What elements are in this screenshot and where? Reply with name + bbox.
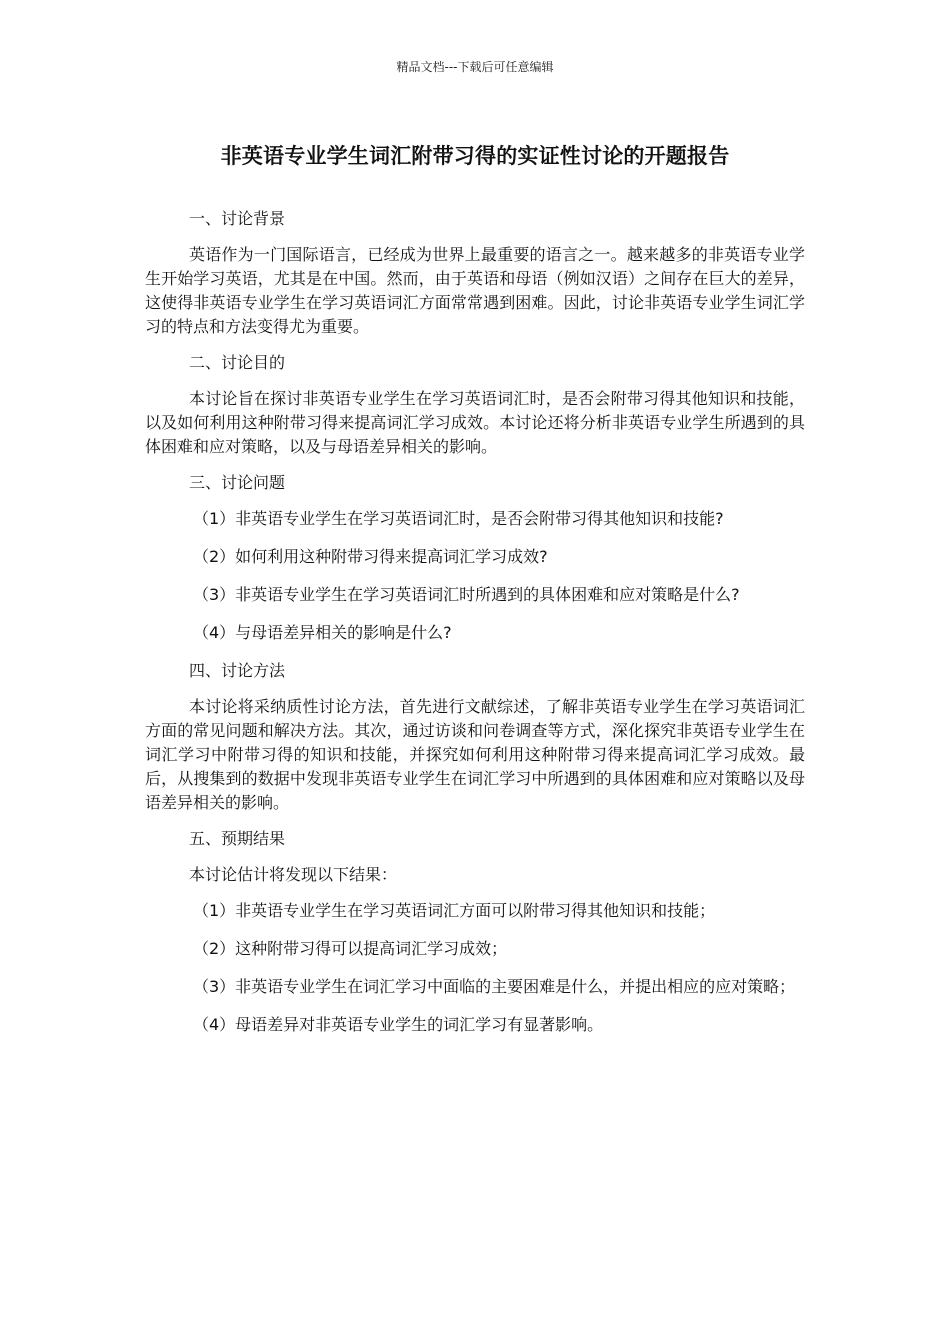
result-item: （2）这种附带习得可以提高词汇学习成效； bbox=[193, 939, 508, 958]
document-title: 非英语专业学生词汇附带习得的实证性讨论的开题报告 bbox=[220, 144, 730, 168]
section-paragraph-background: 英语作为一门国际语言，已经成为世界上最重要的语言之一。越来越多的非英语专业学生开始学习英语，尤其是在中国。然而，由于英语和母语（例如汉语）之间存在巨大的差异，这使得非英语专业学生在学习英语词汇方面常常遇到困难。因此，讨论非英语专业学生词汇学习的特点和方法变得尤为重要。 bbox=[145, 245, 805, 336]
section-heading-background: 一、讨论背景 bbox=[189, 209, 286, 228]
section-heading-results: 五、预期结果 bbox=[189, 829, 286, 848]
page-header: 精品文档---下载后可任意编辑 bbox=[396, 60, 554, 74]
question-item: （2）如何利用这种附带习得来提高词汇学习成效? bbox=[193, 547, 548, 566]
result-item: （3）非英语专业学生在词汇学习中面临的主要困难是什么，并提出相应的应对策略； bbox=[193, 977, 796, 996]
section-heading-questions: 三、讨论问题 bbox=[189, 473, 286, 492]
section-heading-purpose: 二、讨论目的 bbox=[189, 353, 286, 372]
result-item: （1）非英语专业学生在学习英语词汇方面可以附带习得其他知识和技能； bbox=[193, 901, 716, 920]
document-body bbox=[145, 207, 805, 1051]
question-item: （3）非英语专业学生在学习英语词汇时所遇到的具体困难和应对策略是什么? bbox=[193, 585, 740, 604]
results-intro: 本讨论估计将发现以下结果： bbox=[189, 865, 398, 884]
question-item: （4）与母语差异相关的影响是什么? bbox=[193, 623, 452, 642]
question-item: （1）非英语专业学生在学习英语词汇时，是否会附带习得其他知识和技能? bbox=[193, 509, 724, 528]
section-paragraph-method: 本讨论将采纳质性讨论方法，首先进行文献综述，了解非英语专业学生在学习英语词汇方面的常见问题和解决方法。其次，通过访谈和问卷调查等方式，深化探究非英语专业学生在词汇学习中附带习得的知识和技能，并探究如何利用这种附带习得来提高词汇学习成效。最后，从搜集到的数据中发现非英语专业学生在词汇学习中所遇到的具体困难和应对策略以及母语差异相关的影响。 bbox=[145, 697, 805, 812]
section-heading-method: 四、讨论方法 bbox=[189, 661, 286, 680]
section-paragraph-purpose: 本讨论旨在探讨非英语专业学生在学习英语词汇时，是否会附带习得其他知识和技能，以及如何利用这种附带习得来提高词汇学习成效。本讨论还将分析非英语专业学生所遇到的具体困难和应对策略，以及与母语差异相关的影响。 bbox=[145, 389, 805, 456]
result-item: （4）母语差异对非英语专业学生的词汇学习有显著影响。 bbox=[193, 1015, 604, 1034]
